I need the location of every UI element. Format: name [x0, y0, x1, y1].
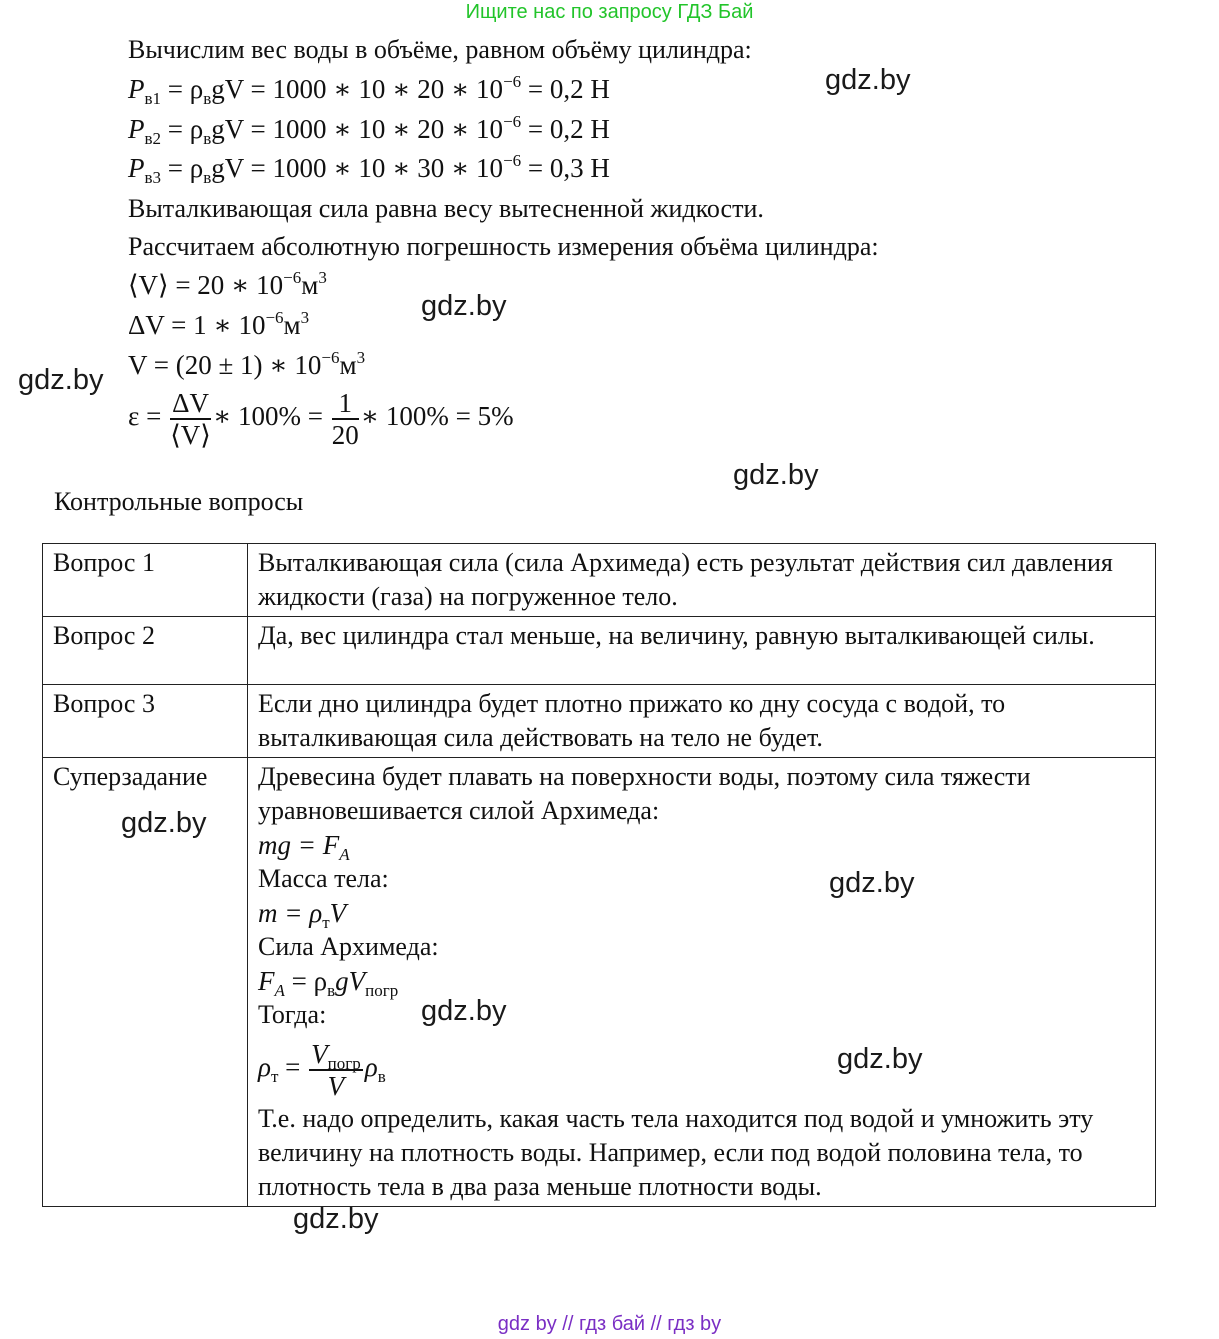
equation-p1: $P_{в1} = \rho_вgV = 1000$ ∗ 10 ∗ 20 ∗ $10^{-6} = 0,2$ Н — [128, 72, 610, 108]
superzadanie-answer — [248, 758, 1156, 1207]
watermark: gdz.by — [421, 995, 507, 1027]
question-label: Вопрос 1 — [43, 544, 248, 617]
error-intro: Рассчитаем абсолютную погрешность измерения объёма цилиндра: — [128, 232, 879, 261]
equation-p3: $P_{в3} = \rho_вgV = 1000$ ∗ 10 ∗ 30 ∗ $10^{-6} = 0,3$ Н — [128, 151, 610, 187]
then-label: Тогда: — [258, 1000, 327, 1029]
fraction-vpogr-v: $\frac{V_{погр}}{V}$ — [311, 1038, 361, 1101]
table-row — [43, 758, 1156, 1207]
equation-v: V = (20 ± 1) ∗ $10^{-6}м^3$ — [128, 348, 366, 380]
equation-delta-v: ΔV = 1 ∗ $10^{-6}м^3$ — [128, 308, 310, 340]
super-text-2: Т.е. надо определить, какая часть тела находится под водой и умножить эту величину на плотность воды. Например, если под водой половина тела, то плотность тела в два раза меньше плотности воды. — [258, 1104, 1094, 1201]
mass-label: Масса тела: — [258, 864, 389, 893]
top-banner[interactable]: Ищите нас по запросу ГДЗ Бай — [465, 1, 754, 23]
equation-density: $\rho_т$ = $\frac{V_{погр}}{V}$ $\rho_в$ — [258, 1038, 386, 1101]
table-row — [43, 544, 1156, 617]
equation-v-mean: ⟨V⟩ = 20 ∗ $10^{-6}м^3$ — [128, 268, 327, 300]
watermark: gdz.by — [293, 1203, 379, 1235]
watermark: gdz.by — [837, 1043, 923, 1075]
watermark: gdz.by — [121, 807, 207, 839]
archimedes-label: Сила Архимеда: — [258, 932, 439, 961]
equation-epsilon: ε = $\frac{\Delta V}{⟨V⟩}$ ∗ 100% = $\frac{1}{20}$ ∗ 100% = 5% — [128, 388, 514, 450]
equation-mass: $m = \rho_тV$ — [258, 898, 347, 932]
watermark: gdz.by — [829, 867, 915, 899]
watermark: gdz.by — [825, 64, 911, 96]
watermark: gdz.by — [421, 290, 507, 322]
footer-links[interactable]: gdz by // гдз бай // гдз by — [497, 1313, 722, 1335]
intro-text: Вычислим вес воды в объёме, равном объёму цилиндра: — [128, 35, 752, 64]
answer-text: Выталкивающая сила (сила Архимеда) есть результат действия сил давления жидкости (газа) на погруженное тело. — [248, 544, 1156, 617]
fraction-dv-v: $\frac{\Delta V}{⟨V⟩}$ — [170, 388, 211, 450]
section-title: Контрольные вопросы — [54, 487, 304, 516]
question-label: Вопрос 3 — [43, 685, 248, 758]
watermark: gdz.by — [18, 364, 104, 396]
table-row — [43, 685, 1156, 758]
fraction-1-20: $\frac{1}{20}$ — [331, 388, 359, 450]
equation-archimedes: $F_A = \rho_вgV_{погр}$ — [258, 966, 399, 1000]
watermark: gdz.by — [733, 459, 819, 491]
table-row — [43, 617, 1156, 685]
question-label: Суперзадание — [43, 758, 248, 1207]
equation-mg-fa: mg = $F_A$ — [258, 830, 350, 864]
equation-p2: $P_{в2} = \rho_вgV = 1000$ ∗ 10 ∗ 20 ∗ $10^{-6} = 0,2$ Н — [128, 112, 610, 148]
questions-table — [42, 543, 1156, 1207]
super-text-1: Древесина будет плавать на поверхности воды, поэтому сила тяжести уравновешивается силой Архимеда: — [258, 762, 1031, 825]
answer-text: Если дно цилиндра будет плотно прижато ко дну сосуда с водой, то выталкивающая сила действовать на тело не будет. — [248, 685, 1156, 758]
buoyancy-note: Выталкивающая сила равна весу вытесненной жидкости. — [128, 194, 764, 223]
answer-text: Да, вес цилиндра стал меньше, на величину, равную выталкивающей силы. — [248, 617, 1156, 685]
question-label: Вопрос 2 — [43, 617, 248, 685]
